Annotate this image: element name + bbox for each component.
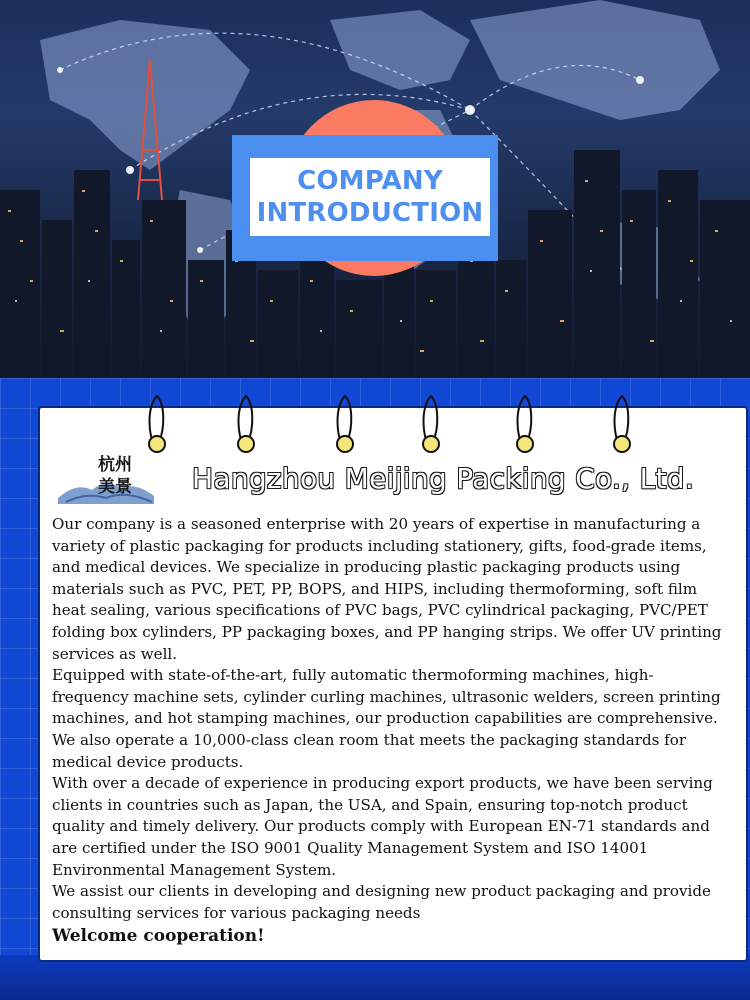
binder-ring-icon: [610, 394, 634, 454]
welcome-text: Welcome cooperation!: [52, 926, 265, 947]
company-logo: [56, 452, 166, 508]
paragraph: Equipped with state-of-the-art, fully automatic thermoforming machines, high-frequency machine sets, cylinder curling machines, ultrasonic welders, screen printing machines, and hot stamping machines, our production capabilities are comprehensive. We also operate a 10,000-class clean room that meets the packaging standards for medical device products.: [52, 666, 721, 771]
logo-text-line1: 杭州美景: [98, 455, 132, 497]
hero-banner: [0, 0, 750, 378]
binder-ring-icon: [513, 394, 537, 454]
binder-ring-icon: [234, 394, 258, 454]
paragraph: With over a decade of experience in producing export products, we have been serving clients in countries such as Japan, the USA, and Spain, ensuring top-notch product quality and timely delivery. Our products comply with European EN-71 standards and are certified under the ISO 9001 Quality Management System and ISO 14001 Environmental Management System.: [52, 774, 713, 879]
binder-ring-icon: [145, 394, 169, 454]
company-name: Hangzhou Meijing Packing Co., Ltd.: [192, 462, 695, 495]
paragraph: Our company is a seasoned enterprise with 20 years of expertise in manufacturing a variety of plastic packaging for products including stationery, gifts, food-grade items, and medical devices. We specialize in producing plastic packaging products using materials such as PVC, PET, PP, BOPS, and HIPS, including thermoforming, soft film heat sealing, various specifications of PVC bags, PVC cylindrical packaging, PVC/PET folding box cylinders, PP packaging boxes, and PP hanging strips. We offer UV printing services as well.: [52, 515, 722, 663]
binder-ring-icon: [333, 394, 357, 454]
page-title: COMPANY INTRODUCTION: [256, 166, 484, 228]
title-box: [250, 158, 490, 236]
company-description: [52, 514, 730, 948]
paragraph: We assist our clients in developing and designing new product packaging and provide consulting services for various packaging needs: [52, 882, 711, 922]
binder-ring-icon: [419, 394, 443, 454]
